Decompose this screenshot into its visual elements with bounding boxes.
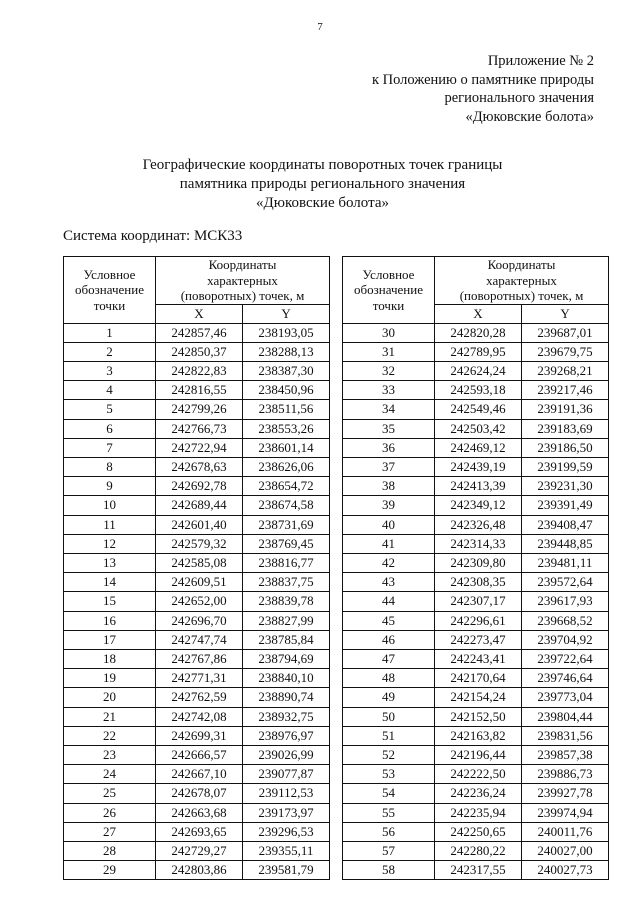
table-row (343, 726, 609, 745)
y-coordinate-cell: 239231,30 (522, 477, 609, 496)
point-number-cell: 37 (343, 457, 435, 476)
table-row (343, 361, 609, 380)
x-coordinate-cell: 242696,70 (156, 611, 243, 630)
y-coordinate-cell: 238601,14 (243, 438, 330, 457)
x-coordinate-cell: 242762,59 (156, 688, 243, 707)
x-coordinate-cell: 242579,32 (156, 534, 243, 553)
point-number-cell: 24 (64, 765, 156, 784)
y-coordinate-cell: 238450,96 (243, 381, 330, 400)
table-row (343, 477, 609, 496)
x-coordinate-cell: 242766,73 (156, 419, 243, 438)
x-coordinate-cell: 242729,27 (156, 841, 243, 860)
x-coordinate-cell: 242593,18 (435, 381, 522, 400)
point-number-cell: 17 (64, 630, 156, 649)
point-number-cell: 13 (64, 553, 156, 572)
appendix-line-3: регионального значения (444, 90, 594, 106)
x-coordinate-cell: 242317,55 (435, 861, 522, 880)
point-number-cell: 19 (64, 669, 156, 688)
point-number-cell: 40 (343, 515, 435, 534)
point-number-cell: 45 (343, 611, 435, 630)
point-number-cell: 7 (64, 438, 156, 457)
y-coordinate-cell: 239268,21 (522, 361, 609, 380)
y-coordinate-cell: 239199,59 (522, 457, 609, 476)
y-coordinate-cell: 239191,36 (522, 400, 609, 419)
x-coordinate-cell: 242692,78 (156, 477, 243, 496)
table-row (343, 745, 609, 764)
header-coordinates: Координаты характерных (поворотных) точек, м (156, 257, 330, 305)
header-x: X (156, 304, 243, 323)
y-coordinate-cell: 240027,00 (522, 841, 609, 860)
table-row (343, 669, 609, 688)
table-row (343, 534, 609, 553)
table-row (343, 381, 609, 400)
y-coordinate-cell: 239687,01 (522, 323, 609, 342)
header-y: Y (243, 304, 330, 323)
x-coordinate-cell: 242624,24 (435, 361, 522, 380)
coordinate-system-label: Система координат: МСК33 (63, 228, 243, 244)
table-row (64, 745, 330, 764)
table-row (64, 534, 330, 553)
point-number-cell: 30 (343, 323, 435, 342)
x-coordinate-cell: 242163,82 (435, 726, 522, 745)
y-coordinate-cell: 239668,52 (522, 611, 609, 630)
point-number-cell: 22 (64, 726, 156, 745)
x-coordinate-cell: 242307,17 (435, 592, 522, 611)
y-coordinate-cell: 238553,26 (243, 419, 330, 438)
point-number-cell: 16 (64, 611, 156, 630)
y-coordinate-cell: 238193,05 (243, 323, 330, 342)
x-coordinate-cell: 242243,41 (435, 649, 522, 668)
table-row (64, 822, 330, 841)
y-coordinate-cell: 239077,87 (243, 765, 330, 784)
table-row (343, 649, 609, 668)
table-row (343, 419, 609, 438)
point-number-cell: 26 (64, 803, 156, 822)
point-number-cell: 28 (64, 841, 156, 860)
table-row (64, 649, 330, 668)
table-row (64, 323, 330, 342)
x-coordinate-cell: 242857,46 (156, 323, 243, 342)
y-coordinate-cell: 238288,13 (243, 342, 330, 361)
appendix-line-4: «Дюковские болота» (465, 108, 594, 125)
y-coordinate-cell: 238932,75 (243, 707, 330, 726)
point-number-cell: 44 (343, 592, 435, 611)
point-number-cell: 31 (343, 342, 435, 361)
table-row (64, 361, 330, 380)
table-row (64, 573, 330, 592)
y-coordinate-cell: 239026,99 (243, 745, 330, 764)
table-row (343, 515, 609, 534)
table-row (64, 400, 330, 419)
document-title (0, 156, 640, 213)
x-coordinate-cell: 242693,65 (156, 822, 243, 841)
coordinates-table-left (63, 256, 330, 880)
y-coordinate-cell: 239704,92 (522, 630, 609, 649)
x-coordinate-cell: 242503,42 (435, 419, 522, 438)
y-coordinate-cell: 239722,64 (522, 649, 609, 668)
y-coordinate-cell: 238785,84 (243, 630, 330, 649)
header-point: Условное обозначение точки (343, 257, 435, 324)
x-coordinate-cell: 242789,95 (435, 342, 522, 361)
y-coordinate-cell: 239391,49 (522, 496, 609, 515)
y-coordinate-cell: 238890,74 (243, 688, 330, 707)
x-coordinate-cell: 242196,44 (435, 745, 522, 764)
appendix-line-2: к Положению о памятнике природы (371, 71, 594, 88)
y-coordinate-cell: 239183,69 (522, 419, 609, 438)
x-coordinate-cell: 242742,08 (156, 707, 243, 726)
table-row (64, 611, 330, 630)
x-coordinate-cell: 242747,74 (156, 630, 243, 649)
title-line-1: Географические координаты поворотных точек границы (142, 157, 503, 173)
table-row (343, 400, 609, 419)
y-coordinate-cell: 239173,97 (243, 803, 330, 822)
x-coordinate-cell: 242469,12 (435, 438, 522, 457)
y-coordinate-cell: 239581,79 (243, 861, 330, 880)
point-number-cell: 27 (64, 822, 156, 841)
table-row (343, 861, 609, 880)
x-coordinate-cell: 242236,24 (435, 784, 522, 803)
x-coordinate-cell: 242170,64 (435, 669, 522, 688)
point-number-cell: 53 (343, 765, 435, 784)
y-coordinate-cell: 239831,56 (522, 726, 609, 745)
x-coordinate-cell: 242308,35 (435, 573, 522, 592)
y-coordinate-cell: 239886,73 (522, 765, 609, 784)
y-coordinate-cell: 239773,04 (522, 688, 609, 707)
table-row (64, 438, 330, 457)
point-number-cell: 11 (64, 515, 156, 534)
table-row (64, 688, 330, 707)
x-coordinate-cell: 242767,86 (156, 649, 243, 668)
point-number-cell: 18 (64, 649, 156, 668)
y-coordinate-cell: 240011,76 (522, 822, 609, 841)
x-coordinate-cell: 242549,46 (435, 400, 522, 419)
y-coordinate-cell: 239481,11 (522, 553, 609, 572)
appendix-heading (372, 52, 594, 126)
table-row (64, 841, 330, 860)
table-row (343, 323, 609, 342)
table-row (343, 765, 609, 784)
y-coordinate-cell: 239617,93 (522, 592, 609, 611)
y-coordinate-cell: 239448,85 (522, 534, 609, 553)
point-number-cell: 29 (64, 861, 156, 880)
title-line-3: «Дюковские болота» (256, 195, 389, 211)
point-number-cell: 36 (343, 438, 435, 457)
point-number-cell: 2 (64, 342, 156, 361)
table-row (64, 419, 330, 438)
x-coordinate-cell: 242154,24 (435, 688, 522, 707)
y-coordinate-cell: 239927,78 (522, 784, 609, 803)
x-coordinate-cell: 242609,51 (156, 573, 243, 592)
table-row (343, 438, 609, 457)
table-row (64, 630, 330, 649)
y-coordinate-cell: 238794,69 (243, 649, 330, 668)
point-number-cell: 20 (64, 688, 156, 707)
x-coordinate-cell: 242296,61 (435, 611, 522, 630)
table-row (343, 630, 609, 649)
table-row (343, 553, 609, 572)
x-coordinate-cell: 242439,19 (435, 457, 522, 476)
y-coordinate-cell: 239679,75 (522, 342, 609, 361)
table-row (64, 457, 330, 476)
table-row (64, 726, 330, 745)
x-coordinate-cell: 242222,50 (435, 765, 522, 784)
x-coordinate-cell: 242326,48 (435, 515, 522, 534)
x-coordinate-cell: 242699,31 (156, 726, 243, 745)
table-row (64, 707, 330, 726)
point-number-cell: 49 (343, 688, 435, 707)
x-coordinate-cell: 242820,28 (435, 323, 522, 342)
table-row (343, 573, 609, 592)
point-number-cell: 55 (343, 803, 435, 822)
table-body-left (64, 323, 330, 880)
point-number-cell: 3 (64, 361, 156, 380)
point-number-cell: 5 (64, 400, 156, 419)
table-row (64, 803, 330, 822)
y-coordinate-cell: 239186,50 (522, 438, 609, 457)
y-coordinate-cell: 238837,75 (243, 573, 330, 592)
point-number-cell: 38 (343, 477, 435, 496)
table-row (343, 841, 609, 860)
x-coordinate-cell: 242678,07 (156, 784, 243, 803)
page-number: 7 (317, 21, 323, 33)
header-y: Y (522, 304, 609, 323)
table-row (343, 688, 609, 707)
table-row (64, 592, 330, 611)
y-coordinate-cell: 239974,94 (522, 803, 609, 822)
y-coordinate-cell: 239296,53 (243, 822, 330, 841)
x-coordinate-cell: 242666,57 (156, 745, 243, 764)
x-coordinate-cell: 242822,83 (156, 361, 243, 380)
y-coordinate-cell: 238769,45 (243, 534, 330, 553)
point-number-cell: 58 (343, 861, 435, 880)
x-coordinate-cell: 242235,94 (435, 803, 522, 822)
x-coordinate-cell: 242601,40 (156, 515, 243, 534)
table-row (343, 592, 609, 611)
point-number-cell: 6 (64, 419, 156, 438)
point-number-cell: 12 (64, 534, 156, 553)
x-coordinate-cell: 242152,50 (435, 707, 522, 726)
point-number-cell: 9 (64, 477, 156, 496)
y-coordinate-cell: 239804,44 (522, 707, 609, 726)
x-coordinate-cell: 242803,86 (156, 861, 243, 880)
y-coordinate-cell: 238654,72 (243, 477, 330, 496)
point-number-cell: 25 (64, 784, 156, 803)
point-number-cell: 56 (343, 822, 435, 841)
y-coordinate-cell: 239857,38 (522, 745, 609, 764)
point-number-cell: 15 (64, 592, 156, 611)
point-number-cell: 41 (343, 534, 435, 553)
table-row (64, 515, 330, 534)
y-coordinate-cell: 238511,56 (243, 400, 330, 419)
point-number-cell: 52 (343, 745, 435, 764)
table-row (343, 342, 609, 361)
x-coordinate-cell: 242689,44 (156, 496, 243, 515)
x-coordinate-cell: 242250,65 (435, 822, 522, 841)
x-coordinate-cell: 242585,08 (156, 553, 243, 572)
point-number-cell: 8 (64, 457, 156, 476)
x-coordinate-cell: 242663,68 (156, 803, 243, 822)
x-coordinate-cell: 242652,00 (156, 592, 243, 611)
y-coordinate-cell: 238626,06 (243, 457, 330, 476)
x-coordinate-cell: 242413,39 (435, 477, 522, 496)
table-row (343, 822, 609, 841)
table-row (64, 784, 330, 803)
point-number-cell: 4 (64, 381, 156, 400)
x-coordinate-cell: 242771,31 (156, 669, 243, 688)
table-row (343, 496, 609, 515)
y-coordinate-cell: 239112,53 (243, 784, 330, 803)
table-row (64, 553, 330, 572)
x-coordinate-cell: 242816,55 (156, 381, 243, 400)
header-point: Условное обозначение точки (64, 257, 156, 324)
header-x: X (435, 304, 522, 323)
table-row (64, 669, 330, 688)
point-number-cell: 51 (343, 726, 435, 745)
point-number-cell: 42 (343, 553, 435, 572)
point-number-cell: 21 (64, 707, 156, 726)
table-row (343, 803, 609, 822)
table-row (64, 477, 330, 496)
point-number-cell: 46 (343, 630, 435, 649)
point-number-cell: 48 (343, 669, 435, 688)
point-number-cell: 39 (343, 496, 435, 515)
table-row (64, 496, 330, 515)
appendix-line-1: Приложение № 2 (487, 53, 594, 69)
x-coordinate-cell: 242309,80 (435, 553, 522, 572)
x-coordinate-cell: 242850,37 (156, 342, 243, 361)
x-coordinate-cell: 242722,94 (156, 438, 243, 457)
x-coordinate-cell: 242280,22 (435, 841, 522, 860)
point-number-cell: 43 (343, 573, 435, 592)
title-line-2: памятника природы регионального значения (179, 176, 466, 192)
point-number-cell: 23 (64, 745, 156, 764)
x-coordinate-cell: 242314,33 (435, 534, 522, 553)
table-row (343, 784, 609, 803)
coordinates-table-right (342, 256, 609, 880)
x-coordinate-cell: 242349,12 (435, 496, 522, 515)
table-row (64, 342, 330, 361)
point-number-cell: 14 (64, 573, 156, 592)
y-coordinate-cell: 238840,10 (243, 669, 330, 688)
y-coordinate-cell: 239355,11 (243, 841, 330, 860)
table-body-right (343, 323, 609, 880)
point-number-cell: 50 (343, 707, 435, 726)
y-coordinate-cell: 238731,69 (243, 515, 330, 534)
y-coordinate-cell: 238827,99 (243, 611, 330, 630)
point-number-cell: 54 (343, 784, 435, 803)
x-coordinate-cell: 242667,10 (156, 765, 243, 784)
y-coordinate-cell: 238674,58 (243, 496, 330, 515)
table-row (343, 457, 609, 476)
point-number-cell: 57 (343, 841, 435, 860)
y-coordinate-cell: 240027,73 (522, 861, 609, 880)
point-number-cell: 35 (343, 419, 435, 438)
y-coordinate-cell: 239217,46 (522, 381, 609, 400)
table-row (64, 765, 330, 784)
header-coordinates: Координаты характерных (поворотных) точек, м (435, 257, 609, 305)
table-row (64, 381, 330, 400)
table-row (343, 707, 609, 726)
y-coordinate-cell: 238839,78 (243, 592, 330, 611)
point-number-cell: 10 (64, 496, 156, 515)
y-coordinate-cell: 238816,77 (243, 553, 330, 572)
table-row (343, 611, 609, 630)
y-coordinate-cell: 239408,47 (522, 515, 609, 534)
y-coordinate-cell: 238387,30 (243, 361, 330, 380)
y-coordinate-cell: 239746,64 (522, 669, 609, 688)
x-coordinate-cell: 242678,63 (156, 457, 243, 476)
point-number-cell: 33 (343, 381, 435, 400)
table-row (64, 861, 330, 880)
x-coordinate-cell: 242799,26 (156, 400, 243, 419)
y-coordinate-cell: 239572,64 (522, 573, 609, 592)
point-number-cell: 1 (64, 323, 156, 342)
y-coordinate-cell: 238976,97 (243, 726, 330, 745)
point-number-cell: 32 (343, 361, 435, 380)
x-coordinate-cell: 242273,47 (435, 630, 522, 649)
point-number-cell: 34 (343, 400, 435, 419)
point-number-cell: 47 (343, 649, 435, 668)
